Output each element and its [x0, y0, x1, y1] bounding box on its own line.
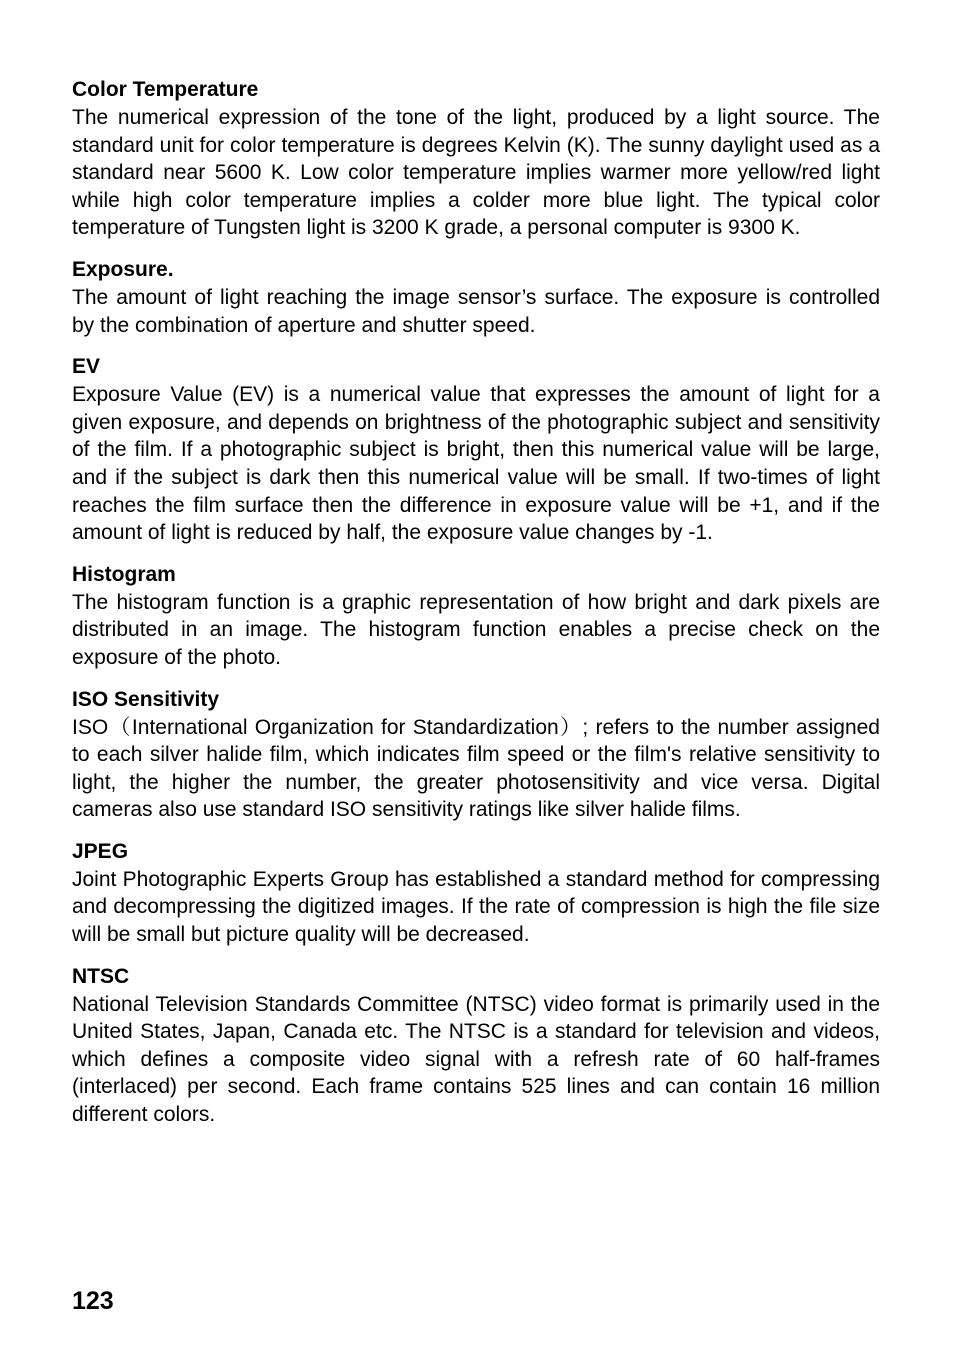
entry-term: Exposure. — [72, 257, 174, 281]
entry-term: ISO Sensitivity — [72, 687, 220, 711]
glossary-entry-ntsc — [72, 963, 880, 1129]
glossary-entry-histogram — [72, 561, 880, 672]
glossary-entry-color-temperature — [72, 76, 880, 242]
entry-definition: The histogram function is a graphic representation of how bright and dark pixels are distributed in an image. The histogram function enables a precise check on the exposure of the photo. — [72, 590, 880, 669]
entry-definition: Joint Photographic Experts Group has established a standard method for compressing and decompressing the digitized images. If the rate of compression is high the file size will be small but picture quality will be decreased. — [72, 867, 880, 947]
glossary-entry-jpeg — [72, 838, 880, 949]
glossary-entry-exposure — [72, 256, 880, 339]
entry-definition: National Television Standards Committee (NTSC) video format is primarily used in the United States, Japan, Canada etc. The NTSC is a standard for television and videos, which defines a composite video signal with a refresh rate of 60 half-frames (interlaced) per second. Each frame contains 525 lines and can contain 16 million different colors. — [72, 992, 880, 1127]
entry-term: Histogram — [72, 562, 176, 586]
entry-definition: ISO（International Organization for Standardization）; refers to the number assigned to each silver halide film, which indicates film speed or the film's relative sensitivity to light, the higher the number, the greater photosensitivity and vice versa. Digital cameras also use standard ISO sensitivity ratings like silver halide films. — [72, 715, 880, 822]
entry-definition: The amount of light reaching the image sensor’s surface. The exposure is controlled by the combination of aperture and shutter speed. — [72, 285, 880, 337]
entry-definition: Exposure Value (EV) is a numerical value that expresses the amount of light for a given exposure, and depends on brightness of the photographic subject and sensitivity of the film. If a photographic subject is bright, then this numerical value will be large, and if the subject is dark then this numerical value will be small. If two-times of light reaches the film surface then the difference in exposure value will be +1, and if the amount of light is reduced by half, the exposure value changes by -1. — [72, 383, 880, 545]
page-number: 123 — [72, 1287, 114, 1315]
glossary-entry-ev — [72, 353, 880, 547]
entry-term: EV — [72, 355, 101, 379]
glossary-page — [72, 76, 880, 1143]
entry-term: JPEG — [72, 839, 129, 863]
glossary-entry-iso-sensitivity — [72, 686, 880, 824]
entry-definition: The numerical expression of the tone of the light, produced by a light source. The standard unit for color temperature is degrees Kelvin (K). The sunny daylight used as a standard near 5600 K. Low color temperature implies warmer more yellow/red light while high color temperature implies a colder more blue light. The typical color temperature of Tungsten light is 3200 K grade, a personal computer is 9300 K. — [72, 106, 880, 240]
entry-term: Color Temperature — [72, 78, 259, 101]
entry-term: NTSC — [72, 964, 130, 988]
